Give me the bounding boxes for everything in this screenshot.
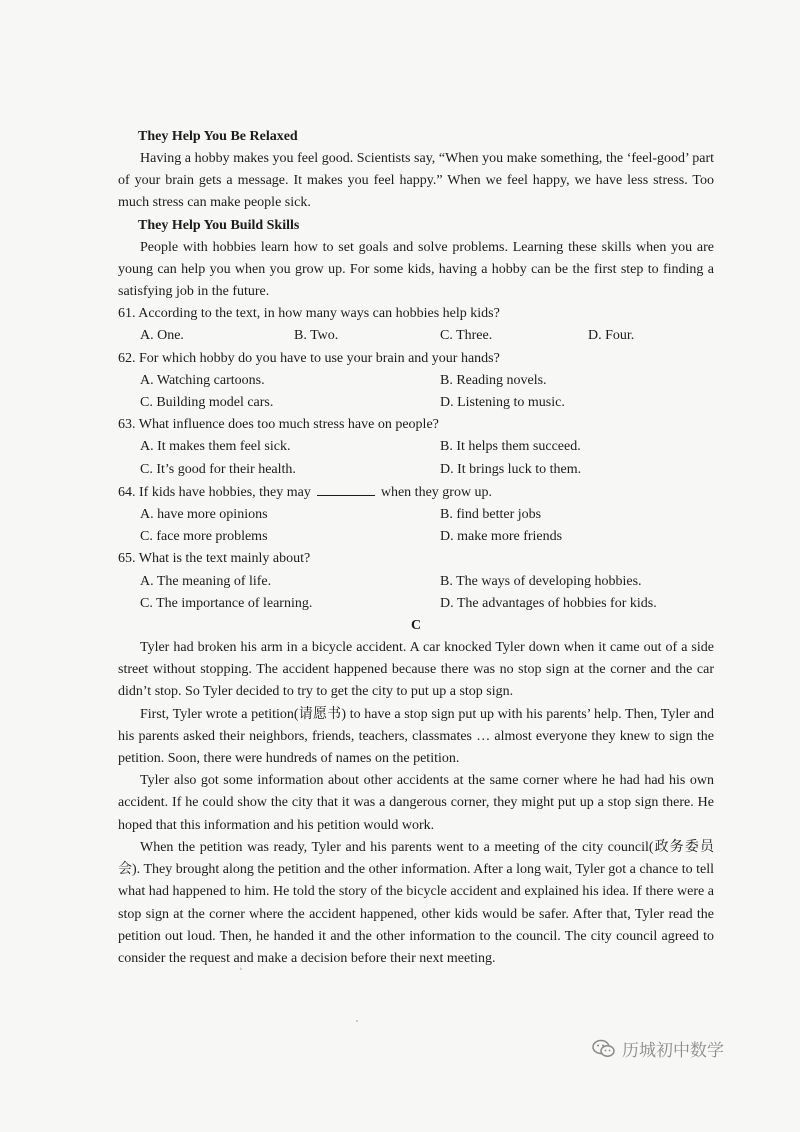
heading-relaxed: They Help You Be Relaxed xyxy=(138,129,298,144)
question-64-stem-start: 64. If kids have hobbies, they may xyxy=(118,484,311,500)
option-65-a: A. The meaning of life. xyxy=(140,573,272,589)
wechat-icon xyxy=(592,1039,616,1059)
passage-c-paragraph-1: Tyler had broken his arm in a bicycle accident. A car knocked Tyler down when it came out of a side street without stopping. The accident happened because there was no stop sign at the corner and the car didn’t stop. So Tyler decided to try to get the city to put up a stop sign. xyxy=(118,640,714,700)
option-64-c: C. face more problems xyxy=(140,529,268,545)
options-64-row2 xyxy=(118,526,714,548)
option-65-d: D. The advantages of hobbies for kids. xyxy=(440,595,657,611)
option-63-a: A. It makes them feel sick. xyxy=(140,439,291,455)
option-62-c: C. Building model cars. xyxy=(140,395,274,411)
paragraph-skills: People with hobbies learn how to set goals and solve problems. Learning these skills when you are young can help you when you grow up. For some kids, having a hobby can be the first step to finding a satisfying job in the future. xyxy=(118,239,714,300)
options-65-row1 xyxy=(118,571,714,593)
watermark xyxy=(592,1036,724,1061)
heading-skills: They Help You Build Skills xyxy=(138,217,300,233)
option-61-b: B. Two. xyxy=(294,328,339,344)
option-64-b: B. find better jobs xyxy=(440,507,542,523)
question-64-stem-end: when they grow up. xyxy=(380,484,493,500)
option-64-d: D. make more friends xyxy=(440,529,563,545)
options-62-row1 xyxy=(118,370,714,392)
question-63: 63. What influence does too much stress have on people? xyxy=(118,417,439,433)
options-63-row1 xyxy=(118,436,714,458)
option-61-a: A. One. xyxy=(140,328,184,344)
options-62-row2 xyxy=(118,392,714,414)
watermark-text: 历城初中数学 xyxy=(622,1041,724,1061)
question-64 xyxy=(118,481,714,504)
options-63-row2 xyxy=(118,459,714,481)
option-62-a: A. Watching cartoons. xyxy=(140,372,265,388)
answer-blank xyxy=(317,481,375,496)
question-61: 61. According to the text, in how many ways can hobbies help kids? xyxy=(118,306,500,322)
question-62: 62. For which hobby do you have to use your brain and your hands? xyxy=(118,350,500,366)
option-65-b: B. The ways of developing hobbies. xyxy=(440,573,642,589)
section-letter-c: C xyxy=(410,618,422,634)
passage-c-paragraph-2: First, Tyler wrote a petition(请愿书) to have a stop sign put up with his parents’ help. Then, Tyler and his parents asked their neighbors, friends, teachers, classmates … almost everyone they knew to sign the petition. Soon, there were hundreds of names on the petition. xyxy=(118,706,714,767)
option-61-d: D. Four. xyxy=(588,328,635,344)
option-62-d: D. Listening to music. xyxy=(440,395,565,411)
option-63-d: D. It brings luck to them. xyxy=(440,461,582,477)
page-content xyxy=(118,126,714,970)
passage-c-paragraph-4: When the petition was ready, Tyler and his parents went to a meeting of the city council(政务委员会). They brought along the petition and the other information. After a long wait, Tyler got a chance to tell what had happened to him. He told the story of the bicycle accident and explained his idea. If there were a stop sign at the corner where the accident happened, other kids would be safer. After that, Tyler read the petition out loud. Then, he handed it and the other information to the council. The city council agreed to consider the request and make a decision before their next meeting. xyxy=(118,839,714,966)
option-64-a: A. have more opinions xyxy=(140,507,268,523)
option-61-c: C. Three. xyxy=(440,328,493,344)
options-64-row1 xyxy=(118,504,714,526)
options-65-row2 xyxy=(118,593,714,615)
scan-speck xyxy=(356,1020,358,1022)
passage-c-paragraph-3: Tyler also got some information about other accidents at the same corner where he had had his own accident. If he could show the city that it was a dangerous corner, they might put up a stop sign there. He hoped that this information and his petition would work. xyxy=(118,773,714,833)
question-65: 65. What is the text mainly about? xyxy=(118,551,311,567)
options-61 xyxy=(118,325,714,347)
option-63-b: B. It helps them succeed. xyxy=(440,439,581,455)
scan-speck xyxy=(240,968,242,970)
option-62-b: B. Reading novels. xyxy=(440,372,547,388)
option-65-c: C. The importance of learning. xyxy=(140,595,313,611)
paragraph-relaxed: Having a hobby makes you feel good. Scientists say, “When you make something, the ‘feel-good’ part of your brain gets a message. It makes you feel happy.” When we feel happy, we have less stress. Too much stress can make people sick. xyxy=(118,151,714,211)
option-63-c: C. It’s good for their health. xyxy=(140,461,296,477)
